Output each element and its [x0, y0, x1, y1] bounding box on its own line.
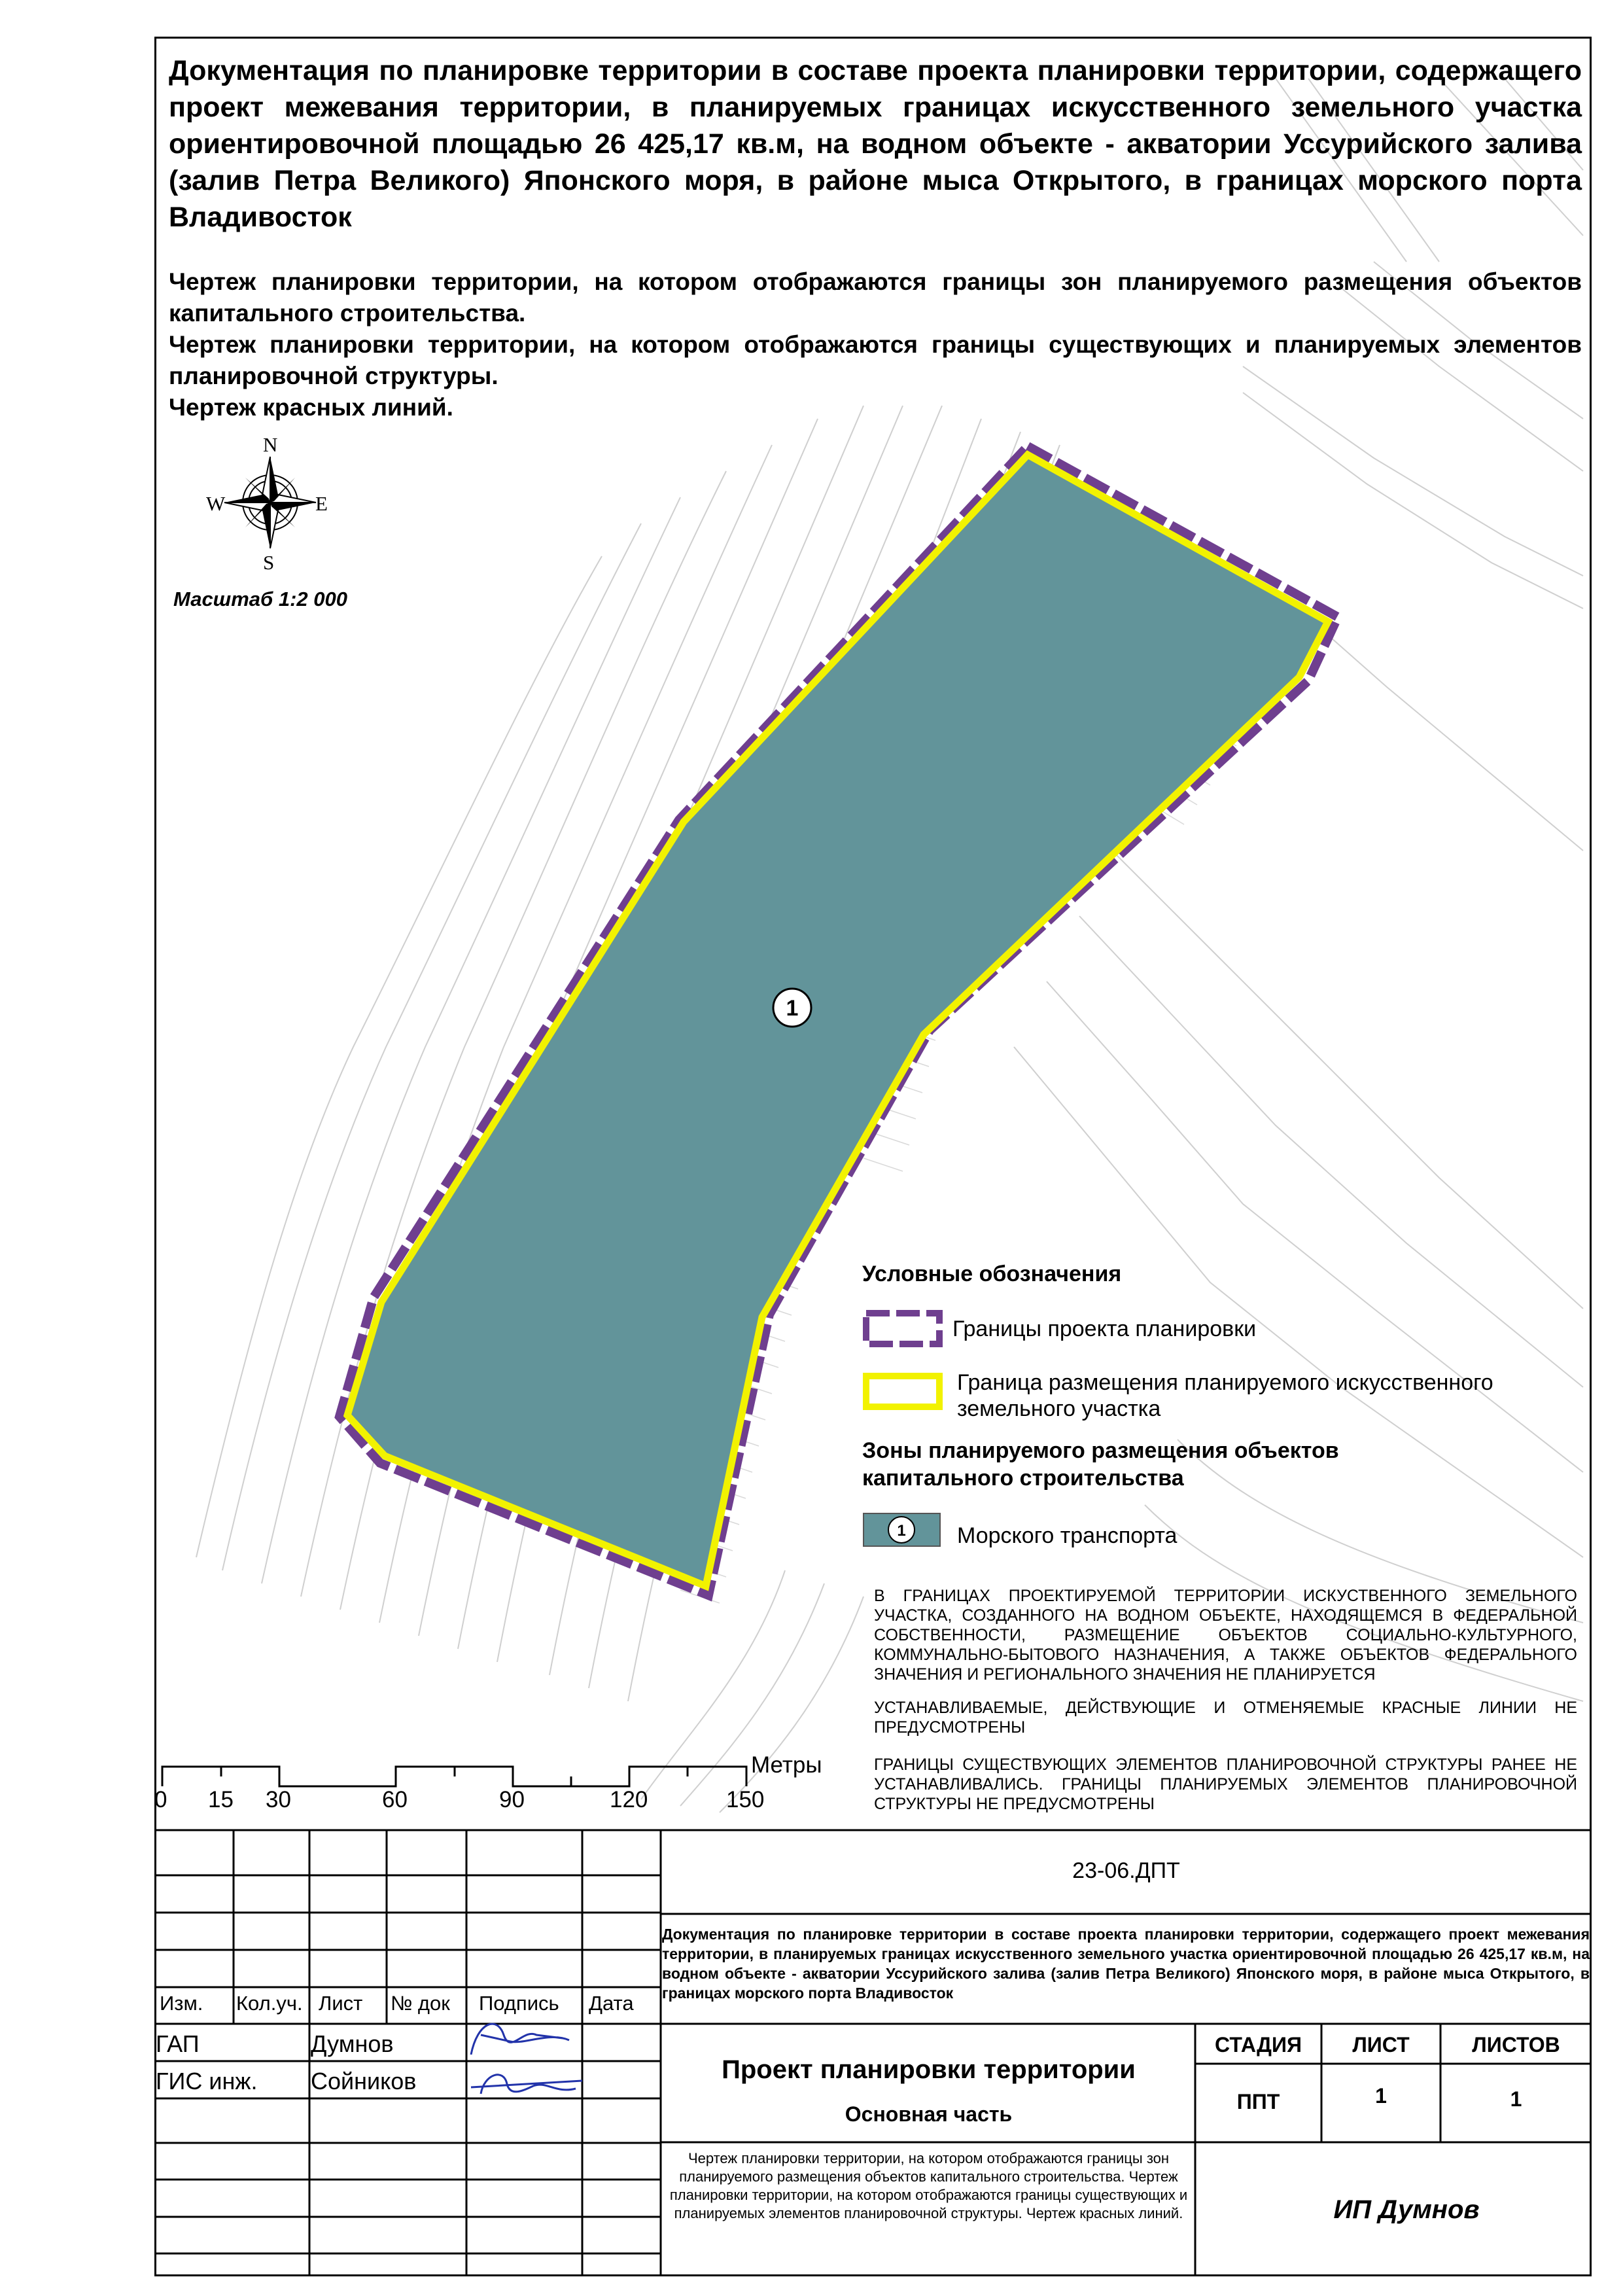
document-title: Документация по планировке территории в составе проекта планировки территории, содержащего проект межевания территории, в планируемых границах искусственного земельного участка ориентировочной площадью 26 425,17 кв.м, на водном объекте - акватории Уссурийского залива (залив Петра Великого) Японского моря, в районе мыса Открытого, в границах морского порта Владивосток: [169, 55, 1582, 233]
compass-rose-icon: [224, 457, 316, 548]
drawing-list: Чертеж планировки территории, на котором отображаются границы зон планируемого размещения объектов капитального строительства. Чертеж планировки территории, на котором отображаются границы существующих и планируемых элементов планировочной структуры. Чертеж красных линий.: [669, 2150, 1188, 2221]
header-sheet: Лист: [319, 1992, 363, 2015]
header-date: Дата: [589, 1992, 634, 2015]
header-signature: Подпись: [479, 1992, 559, 2015]
legend-land-plot-label-1: Граница размещения планируемого искусственного: [957, 1370, 1493, 1395]
subtitle-line: Чертеж планировки территории, на котором отображаются границы существующих и планируемых элементов планировочной структуры.: [169, 331, 1582, 389]
note-paragraph: УСТАНАВЛИВАЕМЫЕ, ДЕЙСТВУЮЩИЕ И ОТМЕНЯЕМЫЕ КРАСНЫЕ ЛИНИИ НЕ ПРЕДУСМОТРЕНЫ: [874, 1699, 1577, 1737]
sheet-value: 1: [1375, 2084, 1387, 2108]
role-chief-architect: ГАП: [156, 2030, 200, 2057]
header-change: Изм.: [160, 1992, 203, 2015]
legend-zones-title-line: капитального строительства: [862, 1466, 1184, 1491]
role-gis-engineer: ГИС инж.: [156, 2068, 258, 2094]
map-scale: Масштаб 1:2 000: [173, 588, 347, 610]
name-gis-engineer: Сойников: [311, 2068, 417, 2094]
signature-gap: [471, 2024, 582, 2094]
note-paragraph: В ГРАНИЦАХ ПРОЕКТИРУЕМОЙ ТЕРРИТОРИИ ИСКУСТВЕННОГО ЗЕМЕЛЬНОГО УЧАСТКА, СОЗДАННОГО НА ВОДНОМ ОБЪЕКТЕ, НАХОДЯЩЕМСЯ В ФЕДЕРАЛЬНОЙ СОБСТВЕННОСТИ, РАЗМЕЩЕНИЕ ОБЪЕКТОВ СОЦИАЛЬНО-КУЛЬТУРНОГО, КОММУНАЛЬНО-БЫТОВОГО НАЗНАЧЕНИЯ, А ТАКЖЕ ОБЪЕКТОВ ФЕДЕРАЛЬНОГО ЗНАЧЕНИЯ И РЕГИОНАЛЬНОГО ЗНАЧЕНИЯ НЕ ПЛАНИРУЕТСЯ: [874, 1587, 1577, 1684]
project-name: Проект планировки территории: [722, 2055, 1136, 2084]
scale-bar-unit: Метры: [751, 1752, 822, 1778]
scale-bar-tick: 60: [382, 1787, 408, 1812]
scale-bar-tick: 15: [208, 1787, 234, 1812]
stage-header: СТАДИЯ: [1215, 2033, 1302, 2057]
header-count: Кол.уч.: [236, 1992, 303, 2015]
sheet-header: ЛИСТ: [1352, 2033, 1410, 2057]
project-part: Основная часть: [845, 2102, 1013, 2126]
scale-bar-tick: 90: [499, 1787, 525, 1812]
legend-zone-number: 1: [897, 1522, 906, 1540]
compass-north-label: N: [263, 433, 278, 456]
zone-number-label: 1: [786, 996, 799, 1021]
header-doc-number: № док: [391, 1992, 450, 2015]
scale-bar-tick: 120: [610, 1787, 648, 1812]
compass-west-label: W: [206, 492, 226, 515]
sheets-value: 1: [1510, 2087, 1522, 2111]
organization-name: ИП Думнов: [1333, 2195, 1480, 2224]
legend-land-plot-symbol: [866, 1376, 939, 1407]
subtitle-line: Чертеж планировки территории, на котором отображаются границы зон планируемого размещения объектов капитального строительства.: [169, 268, 1582, 327]
zone-marine-transport: [347, 455, 1328, 1586]
subtitle-line: Чертеж красных линий.: [169, 394, 453, 421]
name-chief-architect: Думнов: [311, 2030, 394, 2057]
compass-east-label: E: [315, 492, 328, 515]
note-paragraph: ГРАНИЦЫ СУЩЕСТВУЮЩИХ ЭЛЕМЕНТОВ ПЛАНИРОВОЧНОЙ СТРУКТУРЫ РАНЕЕ НЕ УСТАНАВЛИВАЛИСЬ. ГРАНИЦЫ ПЛАНИРУЕМЫХ ЭЛЕМЕНТОВ ПЛАНИРОВОЧНОЙ СТРУКТУРЫ НЕ ПРЕДУСМОТРЕНЫ: [874, 1756, 1577, 1813]
drawing-subtitles: [169, 266, 1582, 423]
legend-zone-name: Морского транспорта: [957, 1523, 1178, 1548]
legend-land-plot-label-2: земельного участка: [957, 1396, 1161, 1421]
legend-title: Условные обозначения: [862, 1262, 1122, 1286]
legend-zones-title: [862, 1437, 1339, 1492]
title-block-description: Документация по планировке территории в составе проекта планировки территории, содержащего проект межевания территории, в планируемых границах искусственного земельного участка ориентировочной площадью 26 425,17 кв.м, на водном объекте - акватории Уссурийского залива (залив Петра Великого) Японского моря, в районе мыса Открытого, в границах морского порта Владивосток: [662, 1926, 1590, 2002]
compass-south-label: S: [263, 551, 275, 574]
scale-bar-tick: 0: [154, 1787, 167, 1812]
document-code: 23-06.ДПТ: [1072, 1858, 1180, 1883]
sheets-header: ЛИСТОВ: [1472, 2033, 1560, 2057]
legend-planning-boundary-symbol: [866, 1313, 939, 1344]
scale-bar: [162, 1767, 746, 1786]
scale-bar-tick: 30: [266, 1787, 291, 1812]
legend-zones-title-line: Зоны планируемого размещения объектов: [862, 1438, 1339, 1463]
legend-planning-boundary-label: Границы проекта планировки: [952, 1316, 1257, 1341]
scale-bar-tick: 150: [726, 1787, 765, 1812]
stage-value: ППТ: [1236, 2090, 1280, 2113]
